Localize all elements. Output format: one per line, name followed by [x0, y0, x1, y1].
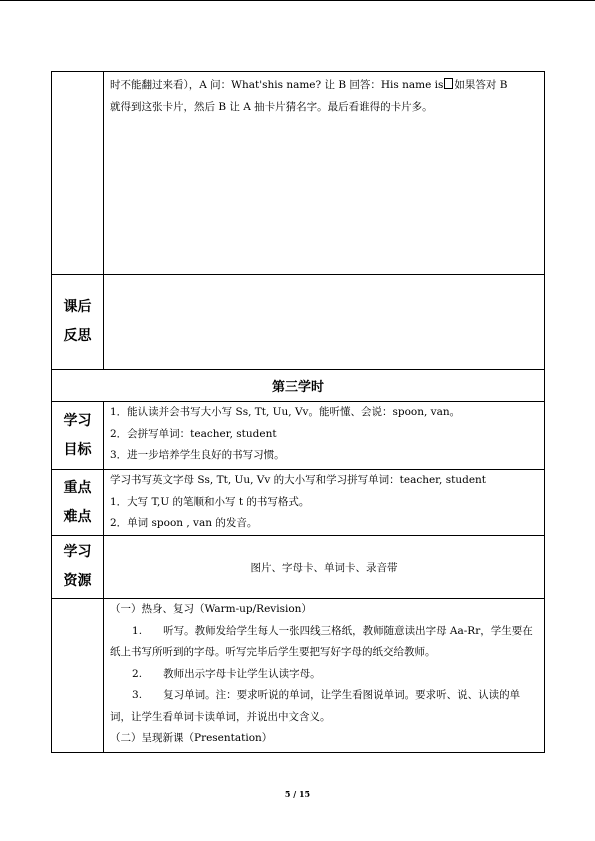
objective-item: 2．会拼写单词：teacher, student	[110, 427, 277, 440]
resources-content: 图片、字母卡、单词卡、录音带	[104, 536, 545, 599]
procedure-step-2: 2. 教师出示字母卡让学生认读字母。	[132, 667, 321, 680]
continuation-line1-after: 如果答对 B	[454, 79, 508, 91]
lesson-plan-table	[51, 71, 545, 753]
empty-label-cell	[52, 72, 104, 275]
resources-row	[52, 536, 545, 599]
procedure-content	[104, 599, 545, 753]
key-point-item: 学习书写英文字母 Ss, Tt, Uu, Vv 的大小写和学习拼写单词：teacher, student	[110, 474, 487, 486]
objective-item: 3．进一步培养学生良好的书写习惯。	[110, 449, 285, 461]
key-points-content	[104, 470, 545, 536]
activity-continuation-text	[104, 72, 545, 275]
reflection-row	[52, 275, 545, 370]
key-points-label: 重点 难点	[52, 470, 104, 536]
section-title: 第三学时	[52, 370, 545, 402]
header-rule	[0, 0, 595, 1]
continuation-row	[52, 72, 545, 275]
continuation-line1-before: 时不能翻过来看），A 问：What'shis name? 让 B 回答：His name is	[110, 79, 444, 91]
objectives-row	[52, 402, 545, 470]
procedure-step-1: 1. 听写。教师发给学生每人一张四线三格纸，教师随意读出字母 Aa-Rr，学生要在纸上书写所听到的字母。听写完毕后学生要把写好字母的纸交给教师。	[110, 624, 533, 658]
objectives-content	[104, 402, 545, 470]
reflection-label: 课后 反思	[52, 275, 104, 370]
procedure-step-3: 3. 复习单词。注：要求听说的单词，让学生看图说单词。要求听、说、认读的单词，让学生看单词卡读单词，并说出中文含义。	[110, 689, 521, 723]
resources-label: 学习 资源	[52, 536, 104, 599]
key-points-row	[52, 470, 545, 536]
objectives-label: 学习 目标	[52, 402, 104, 470]
presentation-heading: （二）呈现新课（Presentation）	[110, 732, 273, 744]
procedure-label	[52, 599, 104, 753]
section-title-row	[52, 370, 545, 402]
reflection-content	[104, 275, 545, 370]
procedure-row	[52, 599, 545, 753]
continuation-line2: 就得到这张卡片，然后 B 让 A 抽卡片猜名字。最后看谁得的卡片多。	[110, 100, 433, 113]
key-point-item: 2．单词 spoon , van 的发音。	[110, 517, 258, 529]
missing-glyph-box	[444, 78, 453, 89]
page-number: 5 / 15	[284, 789, 311, 799]
objective-item: 1．能认读并会书写大小写 Ss, Tt, Uu, Vv。能听懂、会说：spoon, van。	[110, 406, 461, 418]
key-point-item: 1．大写 T,U 的笔顺和小写 t 的书写格式。	[110, 495, 310, 508]
warmup-heading: （一）热身、复习（Warm-up/Revision）	[110, 603, 312, 615]
